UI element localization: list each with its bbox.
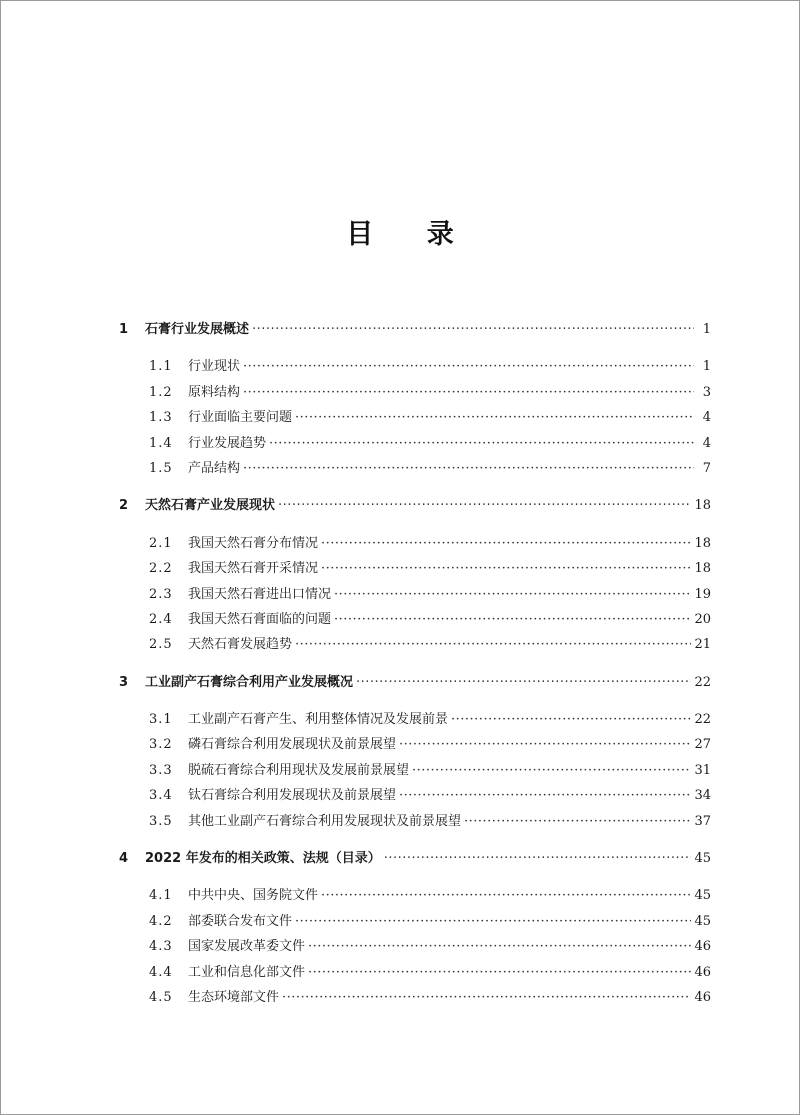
dot-leader [334,607,691,632]
section-number: 4.3 [149,939,173,955]
section-title: 部委联合发布文件 [188,913,293,929]
page-number: 18 [694,561,711,577]
section-number: 4.4 [149,964,173,980]
dot-leader [243,380,694,405]
dot-leader [308,960,691,985]
toc-section-1-3[interactable] [119,405,711,430]
section-title: 行业现状 [188,359,241,375]
section-title: 我国天然石膏进出口情况 [188,586,332,602]
page-number: 1 [702,322,711,337]
section-title: 其他工业副产石膏综合利用发展现状及前景展望 [188,813,462,829]
page-number: 31 [694,762,711,778]
dot-leader [464,809,691,834]
dot-leader [308,934,691,959]
page-number: 45 [694,888,711,904]
dot-leader [243,456,694,481]
dot-leader [356,670,691,695]
section-number: 1.2 [149,384,173,400]
toc-section-1-1[interactable] [119,354,711,379]
chapter-title: 石膏行业发展概述 [145,322,250,337]
section-number: 2.3 [149,586,173,602]
toc-section-3-3[interactable] [119,758,711,783]
page-number: 27 [694,737,711,753]
section-number: 3.2 [149,737,173,753]
toc-section-3-5[interactable] [119,809,711,834]
section-number: 3.5 [149,813,173,829]
chapter-number: 3 [119,674,129,690]
toc-title: 目 录 [346,219,476,250]
toc-section-1-2[interactable] [119,380,711,405]
toc-section-2-5[interactable] [119,632,711,657]
section-number: 1.4 [149,435,173,451]
section-title: 行业发展趋势 [188,435,267,451]
section-title: 我国天然石膏面临的问题 [188,611,332,627]
section-number: 3.4 [149,788,173,804]
dot-leader [295,909,691,934]
dot-leader [278,493,691,518]
page-number: 46 [694,939,711,955]
toc-section-2-3[interactable] [119,582,711,607]
section-number: 2.4 [149,611,173,627]
page-number: 37 [694,813,711,829]
toc-section-3-1[interactable] [119,707,711,732]
section-number: 4.2 [149,913,173,929]
page-number: 7 [702,460,711,476]
section-title: 我国天然石膏开采情况 [188,561,319,577]
chapter-number: 1 [119,322,129,337]
table-of-contents [119,317,711,1010]
page-number: 22 [694,674,711,690]
section-title: 行业面临主要问题 [188,410,293,426]
section-title: 生态环境部文件 [188,989,280,1005]
section-number: 1.3 [149,410,173,426]
section-title: 钛石膏综合利用发展现状及前景展望 [188,788,397,804]
section-title: 我国天然石膏分布情况 [188,535,319,551]
page-number: 45 [694,851,711,867]
section-number: 1.1 [149,359,173,375]
toc-chapter-3[interactable] [119,670,711,695]
dot-leader [321,556,691,581]
page-number: 4 [702,435,711,451]
page-number: 46 [694,989,711,1005]
page-number: 3 [702,384,711,400]
section-title: 产品结构 [188,460,241,476]
section-title: 工业和信息化部文件 [188,964,306,980]
page-number: 46 [694,964,711,980]
section-title: 原料结构 [188,384,241,400]
toc-section-4-3[interactable] [119,934,711,959]
section-number: 2.2 [149,561,173,577]
dot-leader [269,431,694,456]
section-title: 中共中央、国务院文件 [188,888,319,904]
section-number: 2.5 [149,637,173,653]
dot-leader [334,582,691,607]
dot-leader [321,531,691,556]
toc-section-1-4[interactable] [119,431,711,456]
page-number: 4 [702,410,711,426]
page-number: 18 [694,498,711,514]
page-number: 34 [694,788,711,804]
dot-leader [399,783,691,808]
toc-section-4-4[interactable] [119,960,711,985]
page-number: 22 [694,712,711,728]
section-title: 磷石膏综合利用发展现状及前景展望 [188,737,397,753]
toc-chapter-1[interactable] [119,317,711,342]
dot-leader [295,632,691,657]
toc-section-1-5[interactable] [119,456,711,481]
page-number: 21 [694,637,711,653]
chapter-number: 4 [119,851,129,867]
toc-section-4-5[interactable] [119,985,711,1010]
toc-section-2-2[interactable] [119,556,711,581]
page-number: 45 [694,913,711,929]
chapter-number: 2 [119,498,129,514]
section-number: 3.3 [149,762,173,778]
section-number: 3.1 [149,712,173,728]
page-number: 19 [694,586,711,602]
page-number: 20 [694,611,711,627]
section-number: 4.5 [149,989,173,1005]
page-number: 1 [702,359,711,375]
toc-section-2-4[interactable] [119,607,711,632]
toc-chapter-2[interactable] [119,493,711,518]
toc-section-3-4[interactable] [119,783,711,808]
section-number: 4.1 [149,888,173,904]
section-number: 1.5 [149,460,173,476]
toc-section-3-2[interactable] [119,732,711,757]
dot-leader [384,846,692,871]
dot-leader [295,405,694,430]
dot-leader [451,707,691,732]
section-title: 工业副产石膏产生、利用整体情况及发展前景 [188,712,449,728]
section-title: 国家发展改革委文件 [188,939,306,955]
section-title: 天然石膏发展趋势 [188,637,293,653]
page-number: 18 [694,535,711,551]
dot-leader [282,985,691,1010]
section-title: 脱硫石膏综合利用现状及发展前景展望 [188,762,410,778]
toc-section-4-1[interactable] [119,883,711,908]
dot-leader [399,732,691,757]
dot-leader [321,883,691,908]
toc-section-2-1[interactable] [119,531,711,556]
chapter-title: 工业副产石膏综合利用产业发展概况 [145,674,354,690]
dot-leader [252,317,694,342]
dot-leader [243,354,694,379]
toc-section-4-2[interactable] [119,909,711,934]
chapter-title: 2022 年发布的相关政策、法规（目录） [145,851,381,867]
toc-chapter-4[interactable] [119,846,711,871]
section-number: 2.1 [149,535,173,551]
dot-leader [412,758,691,783]
chapter-title: 天然石膏产业发展现状 [145,498,276,514]
